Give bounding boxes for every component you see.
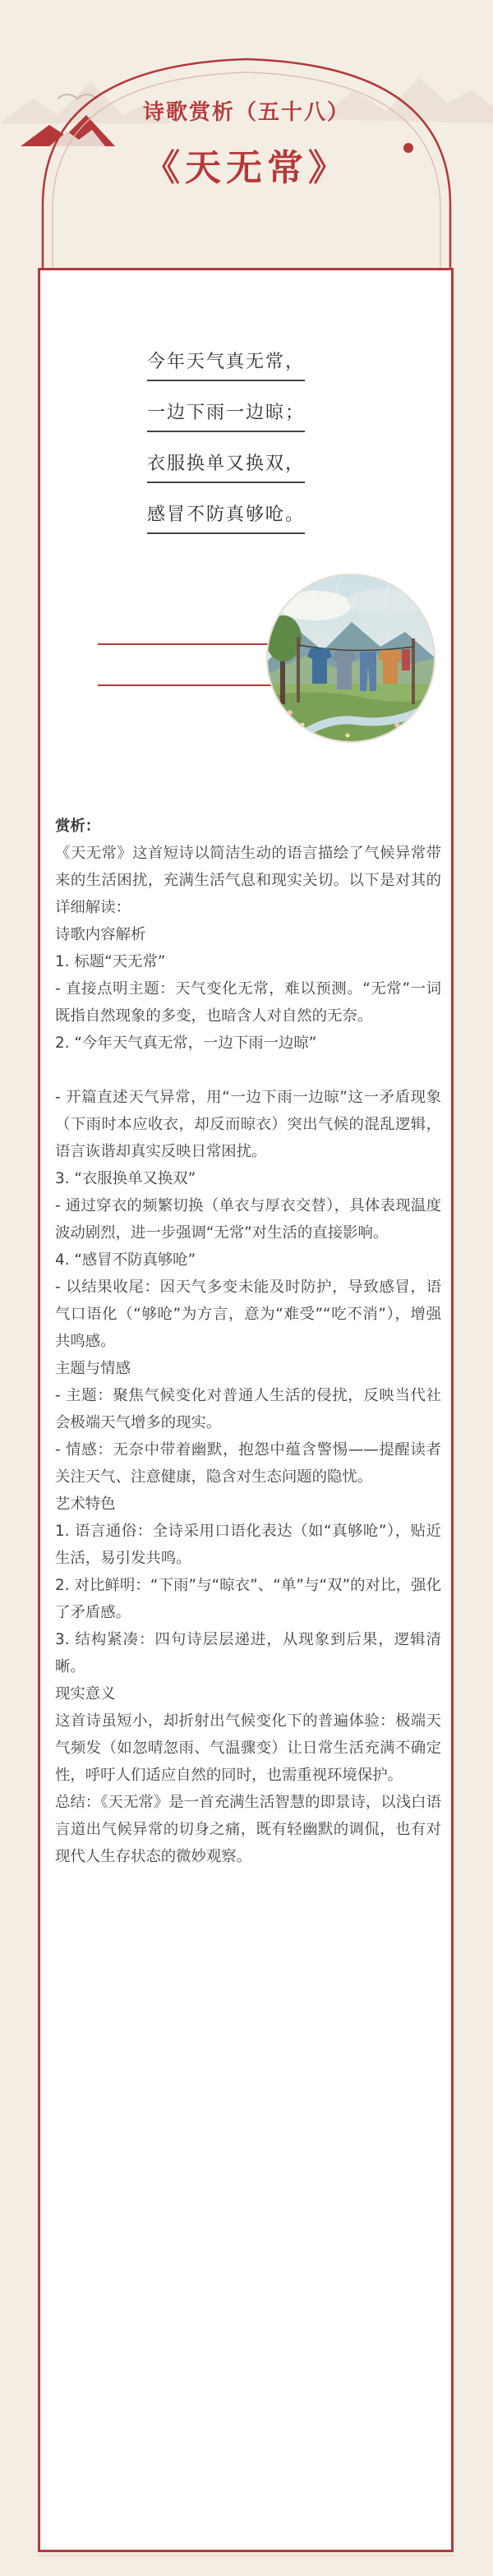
article-body bbox=[55, 813, 441, 1870]
paragraph: - 主题：聚焦气候变化对普通人生活的侵扰，反映当代社会极端天气增多的现实。 bbox=[55, 1387, 441, 1431]
paragraph: 1. 标题“天无常” bbox=[55, 953, 166, 970]
paragraph: 《天无常》这首短诗以简洁生动的语言描绘了气候异常带来的生活困扰，充满生活气息和现实关切。以下是对其的详细解读： bbox=[55, 845, 441, 916]
poem-line: 感冒不防真够呛。 bbox=[147, 489, 305, 534]
analysis-heading: 赏析： bbox=[55, 818, 101, 835]
content-card bbox=[38, 268, 454, 2552]
paragraph: 总结：《天无常》是一首充满生活智慧的即景诗，以浅白语言道出气候异常的切身之痛，既有轻幽默的调侃，也有对现代人生存状态的微妙观察。 bbox=[55, 1794, 441, 1865]
poem-block bbox=[147, 336, 394, 540]
poem-line: 今年天气真无常， bbox=[147, 336, 305, 381]
section-heading: 诗歌内容解析 bbox=[55, 926, 146, 943]
laundry-painting-image bbox=[265, 573, 436, 744]
paragraph: - 通过穿衣的频繁切换（单衣与厚衣交替），具体表现温度波动剧烈，进一步强调“无常”对生活的直接影响。 bbox=[55, 1197, 441, 1242]
paragraph: 4. “感冒不防真够呛” bbox=[55, 1251, 196, 1269]
decorative-rule bbox=[98, 643, 279, 645]
paragraph: 3. “衣服换单又换双” bbox=[55, 1170, 196, 1187]
poem-line: 一边下雨一边晾； bbox=[147, 387, 305, 432]
footer-decoration bbox=[0, 2554, 493, 2576]
poem-title: 《天无常》 bbox=[144, 147, 349, 189]
paragraph: - 开篇直述天气异常，用“一边下雨一边晾”这一矛盾现象（下雨时本应收衣，却反而晾衣）突出气候的混乱逻辑，语言诙谐却真实反映日常困扰。 bbox=[55, 1089, 441, 1160]
section-heading: 现实意义 bbox=[55, 1685, 116, 1703]
article-series-subtitle: 诗歌赏析（五十八） bbox=[142, 100, 350, 125]
blank-line bbox=[55, 1057, 441, 1084]
section-heading: 艺术特色 bbox=[55, 1495, 116, 1513]
header-banner bbox=[0, 0, 493, 271]
paragraph: 3. 结构紧凑：四句诗层层递进，从现象到后果，逻辑清晰。 bbox=[55, 1631, 441, 1675]
poem-line: 衣服换单又换双， bbox=[147, 438, 305, 483]
paragraph: 2. “今年天气真无常，一边下雨一边晾” bbox=[55, 1035, 317, 1052]
paragraph: - 直接点明主题：天气变化无常，难以预测。“无常”一词既指自然现象的多变，也暗含人对自然的无奈。 bbox=[55, 980, 441, 1025]
paragraph: 1. 语言通俗：全诗采用口语化表达（如“真够呛”），贴近生活，易引发共鸣。 bbox=[55, 1523, 441, 1567]
paragraph: 这首诗虽短小，却折射出气候变化下的普遍体验：极端天气频发（如忽晴忽雨、气温骤变）让日常生活充满不确定性，呼吁人们适应自然的同时，也需重视环境保护。 bbox=[55, 1712, 441, 1784]
paragraph: - 以结果收尾：因天气多变未能及时防护，导致感冒，语气口语化（“够呛”为方言，意为“难受”“吃不消”），增强共鸣感。 bbox=[55, 1279, 441, 1350]
paragraph: - 情感：无奈中带着幽默，抱怨中蕴含警惕——提醒读者关注天气、注意健康，隐含对生态问题的隐忧。 bbox=[55, 1441, 441, 1486]
decorative-rule bbox=[98, 684, 279, 686]
paragraph: 2. 对比鲜明：“下雨”与“晾衣”、“单”与“双”的对比，强化了矛盾感。 bbox=[55, 1577, 441, 1621]
section-heading: 主题与情感 bbox=[55, 1360, 131, 1377]
mountain-decoration bbox=[0, 0, 493, 271]
